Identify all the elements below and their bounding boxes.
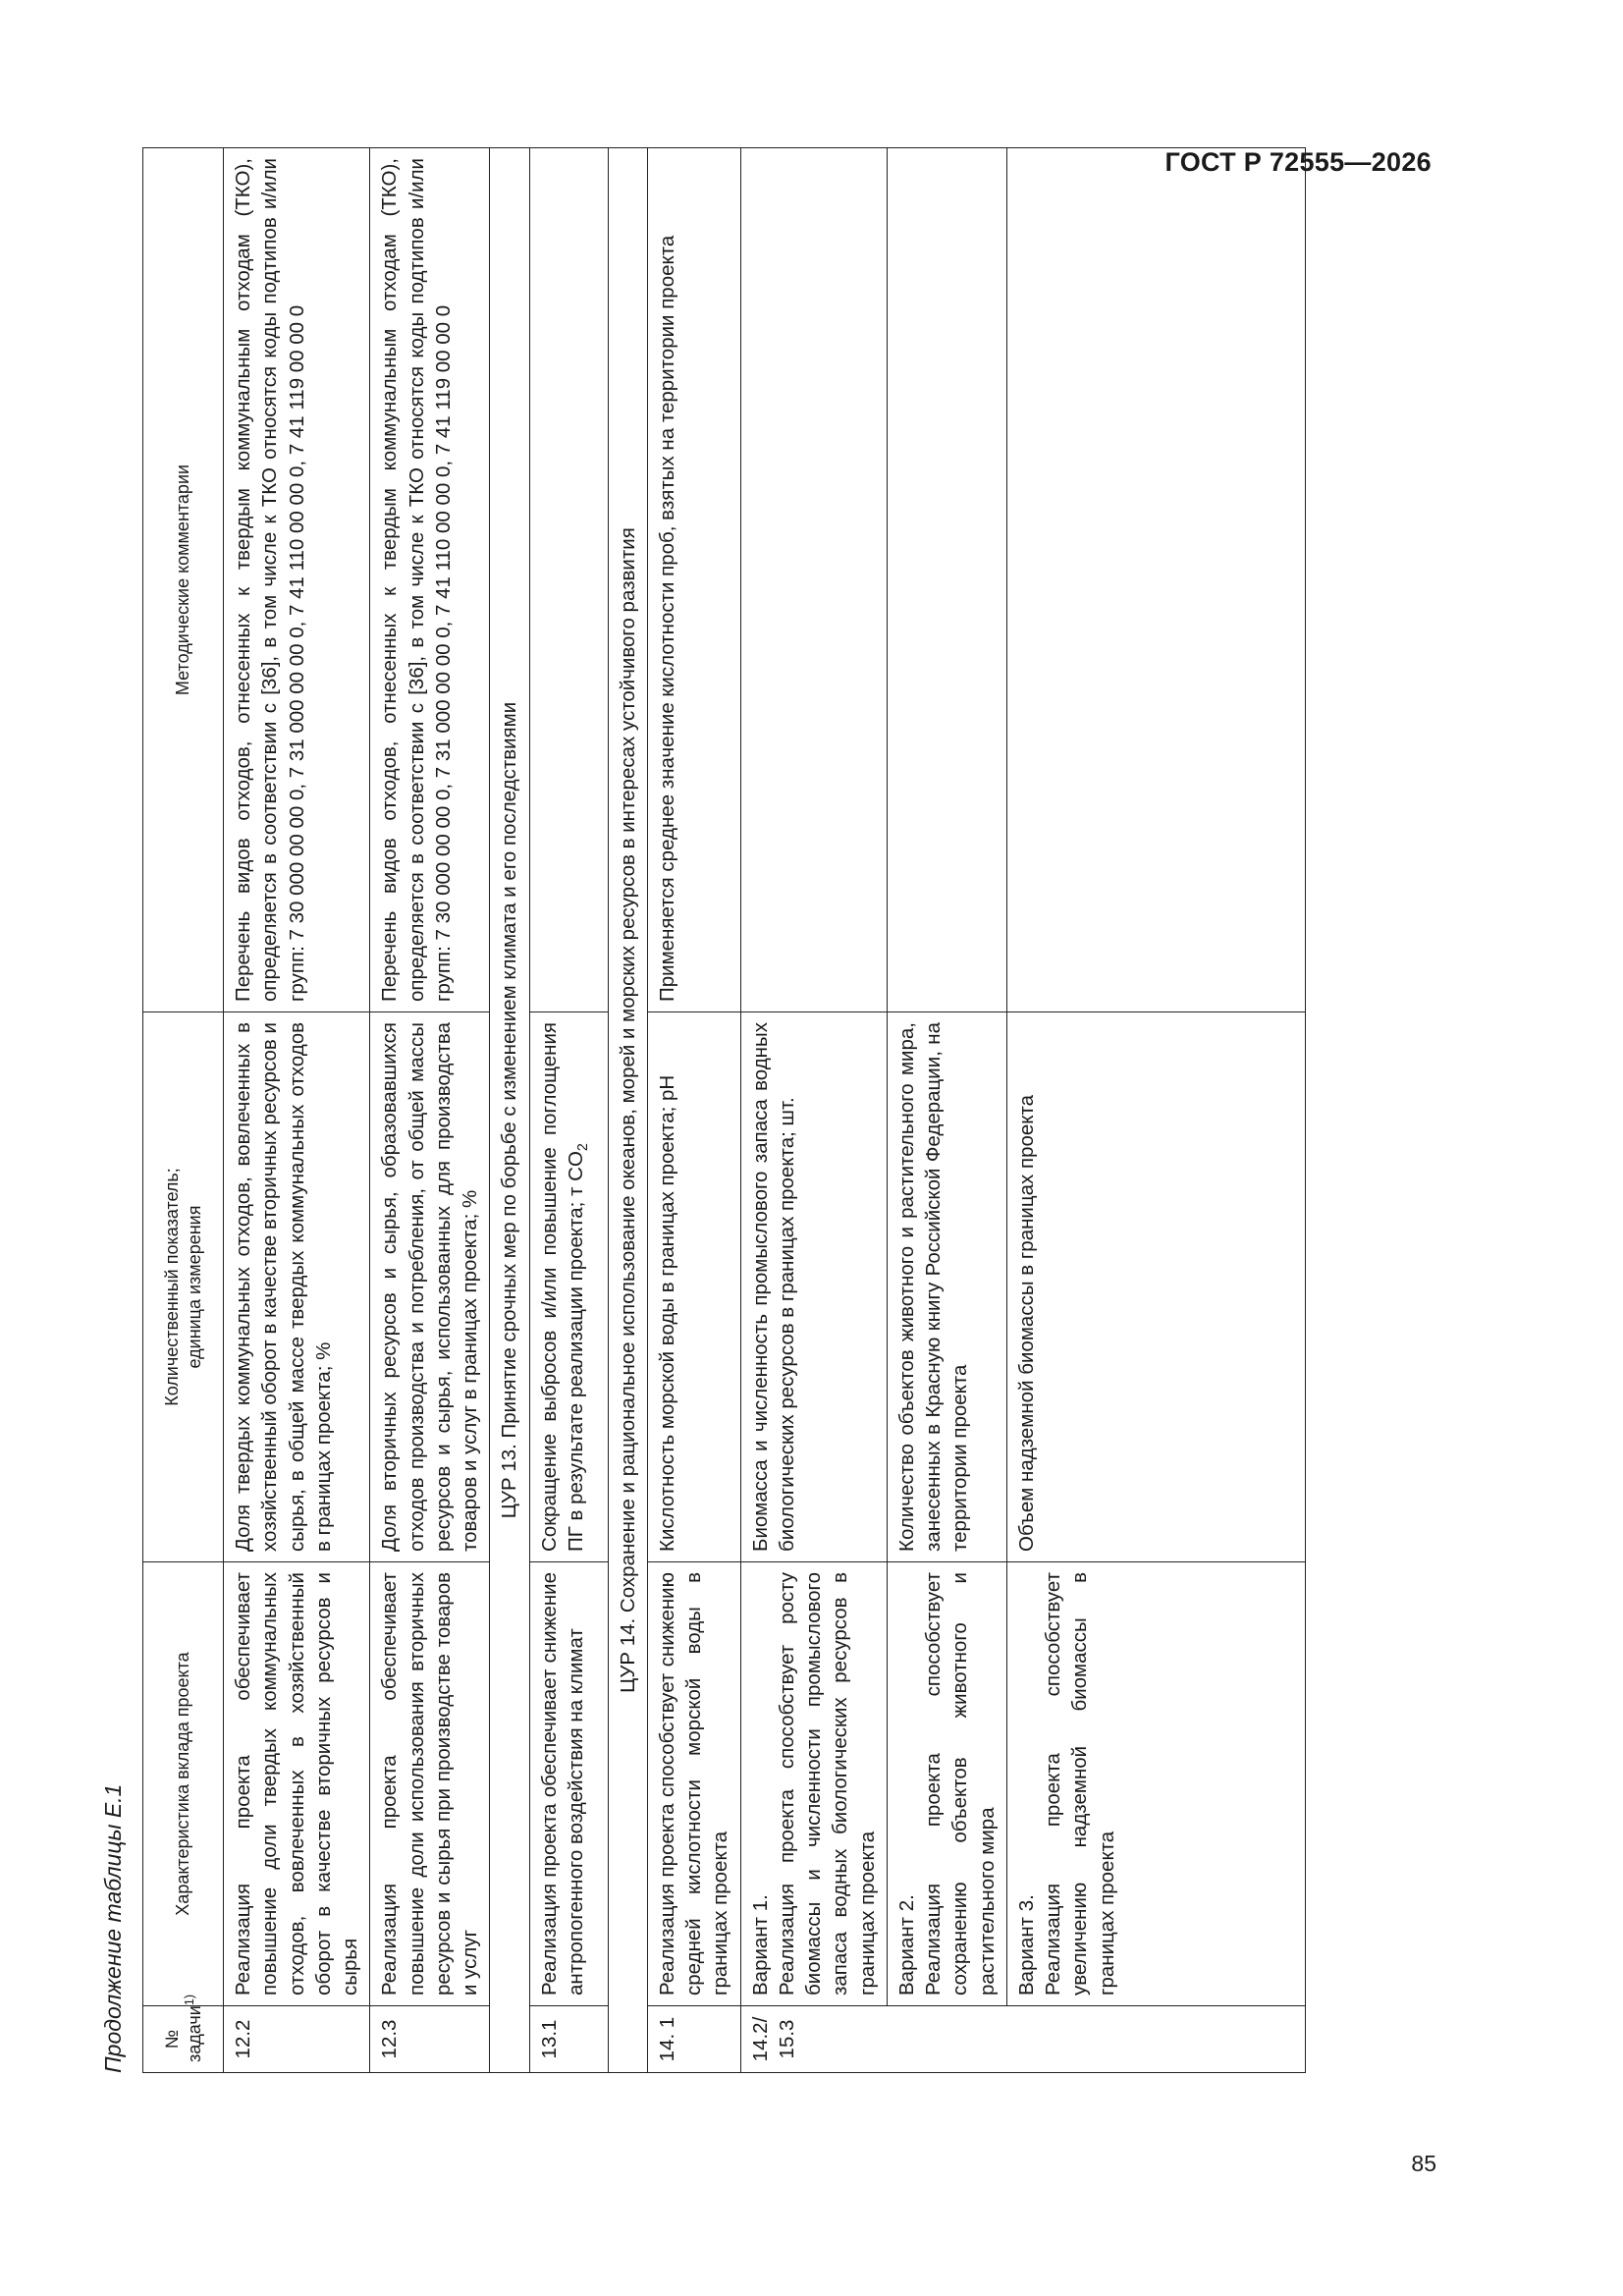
rotated-page-content <box>98 148 1325 2073</box>
cell-comments: Применяется среднее значение кислотности проб, взятых на территории проекта <box>647 148 740 1012</box>
table-row-14-2-variant-3 <box>1006 148 1305 2073</box>
col-header-comments: Методические комментарии <box>143 148 224 1012</box>
section-row-14 <box>608 148 647 2073</box>
col-header-num-text: № задачи <box>162 2005 204 2062</box>
cell-characteristic <box>740 1562 887 2006</box>
cell-indicator: Объем надземной биомассы в границах проекта <box>1006 1012 1305 1562</box>
cell-comments <box>529 148 608 1012</box>
cell-num: 12.3 <box>370 2006 490 2073</box>
cell-characteristic: Реализация проекта обеспечивает снижение антропогенного воздействия на климат <box>529 1562 608 2006</box>
variant-label: Вариант 3. <box>1014 1894 1038 1995</box>
col-header-indicator <box>143 1012 224 1562</box>
cell-characteristic <box>887 1562 1006 2006</box>
table-row-13-1 <box>529 148 608 2073</box>
page-number: 85 <box>1411 2151 1436 2176</box>
table-row-12-2 <box>224 148 370 2073</box>
cell-comments <box>740 148 887 1012</box>
cell-indicator: Доля вторичных ресурсов и сырья, образовавшихся отходов производства и потребления, от общей массы ресурсов и сырья, использованных для производства товаров и услуг в границах проекта; % <box>370 1012 490 1562</box>
cell-indicator: Доля твердых коммунальных отходов, вовлеченных в хозяйственный оборот в качестве вторичных ресурсов и сырья, в общей массе твердых коммунальных отходов в границах проекта; % <box>224 1012 370 1562</box>
table-row-14-1 <box>647 148 740 2073</box>
col-header-num <box>143 1994 224 2073</box>
cell-indicator <box>529 1012 608 1562</box>
gost-table <box>142 147 1306 2073</box>
cell-indicator: Биомасса и численность промыслового запаса водных биологических ресурсов в границах проекта; шт. <box>740 1012 887 1562</box>
cell-characteristic <box>1006 1562 1305 2006</box>
col-header-indicator-line1: Количественный показатель; <box>162 1168 182 1406</box>
section-heading-sdg14: ЦУР 14. Сохранение и рациональное использование океанов, морей и морских ресурсов в интересах устойчивого развития <box>608 148 647 2073</box>
col-header-num-footnote: 1) <box>182 1994 196 2006</box>
cell-characteristic: Реализация проекта обеспечивает повышение доли использования вторичных ресурсов и сырья при производстве товаров и услуг <box>370 1562 490 2006</box>
cell-comments: Перечень видов отходов, отнесенных к твердым коммунальным отходам (ТКО), определяется в соответствии с [36], в том числе к ТКО относятся коды подтипов и/или групп: 7 30 000 00 00 0, 7 31 000 00 00 0, 7 41 110 00 00 0, 7 41 119 00 00 0 <box>224 148 370 1012</box>
cell-num: 14.2/ 15.3 <box>740 2006 1306 2073</box>
section-row-13 <box>490 148 529 2073</box>
variant-characteristic: Реализация проекта способствует увеличению надземной биомассы в границах проекта <box>1042 1572 1118 1995</box>
cell-comments <box>887 148 1006 1012</box>
variant-label: Вариант 1. <box>748 1894 772 1995</box>
table-caption: Продолжение таблицы Е.1 <box>100 1783 126 2073</box>
table-row-14-2-variant-2 <box>887 148 1006 2073</box>
col-header-characteristic: Характеристика вклада проекта <box>143 1562 224 2006</box>
col-header-indicator-line2: единица измерения <box>184 1205 204 1369</box>
cell-num: 14. 1 <box>647 2006 740 2073</box>
cell-num: 12.2 <box>224 2006 370 2073</box>
cell-indicator: Кислотность морской воды в границах проекта; pH <box>647 1012 740 1562</box>
cell-num: 13.1 <box>529 2006 608 2073</box>
variant-characteristic: Реализация проекта способствует росту биомассы и численности промыслового запаса водных биологических ресурсов в границах проекта <box>775 1572 879 1995</box>
variant-label: Вариант 2. <box>894 1894 918 1995</box>
section-heading-sdg13: ЦУР 13. Принятие срочных мер по борьбе с изменением климата и его последствиями <box>490 148 529 2073</box>
cell-characteristic: Реализация проекта способствует снижению средней кислотности морской воды в границах проекта <box>647 1562 740 2006</box>
gost-header: ГОСТ Р 72555—2026 <box>1164 147 1432 177</box>
cell-indicator-text: Сокращение выбросов и/или повышение поглощения ПГ в результате реализации проекта; т CO <box>537 1022 587 1552</box>
cell-comments: Перечень видов отходов, отнесенных к твердым коммунальным отходам (ТКО), определяется в соответствии с [36], в том числе к ТКО относятся коды подтипов и/или групп: 7 30 000 00 00 0, 7 31 000 00 00 0, 7 41 110 00 00 0, 7 41 119 00 00 0 <box>370 148 490 1012</box>
cell-comments <box>1006 148 1305 1012</box>
cell-indicator: Количество объектов животного и растительного мира, занесенных в Красную книгу Российской Федерации, на территории проекта <box>887 1012 1006 1562</box>
variant-characteristic: Реализация проекта способствует сохранению объектов животного и растительного мира <box>922 1572 999 1995</box>
table-header-row <box>143 148 224 2073</box>
cell-characteristic: Реализация проекта обеспечивает повышение доли твердых коммунальных отходов, вовлеченных в хозяйственный оборот в качестве вторичных ресурсов и сырья <box>224 1562 370 2006</box>
table-row-12-3 <box>370 148 490 2073</box>
co2-subscript: 2 <box>574 1143 591 1152</box>
table-row-14-2-variant-1 <box>740 148 887 2073</box>
